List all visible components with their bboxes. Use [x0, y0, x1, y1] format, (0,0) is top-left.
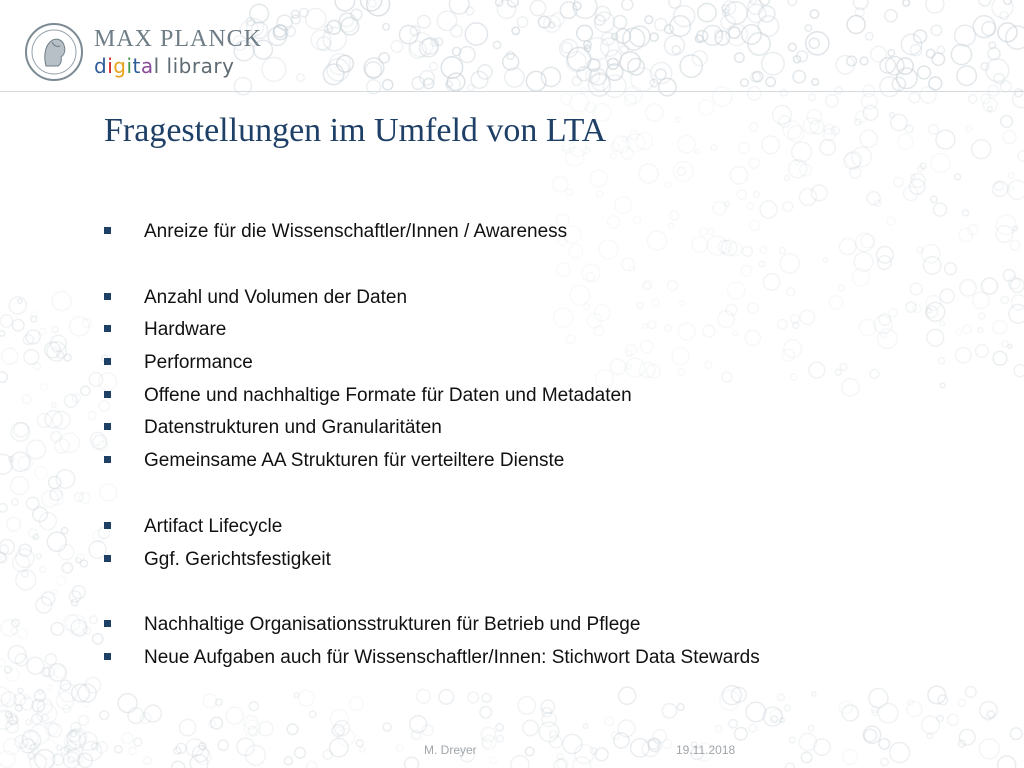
background-bubble [958, 699, 965, 706]
background-bubble [468, 692, 479, 703]
background-bubble [542, 712, 556, 726]
bullet-item [104, 218, 984, 251]
background-bubble [662, 704, 676, 718]
logo-subtitle-part: g [113, 54, 127, 78]
background-bubble [1018, 151, 1024, 162]
background-bubble [610, 153, 616, 159]
bullet-item [104, 513, 984, 546]
background-bubble [60, 680, 70, 690]
square-bullet-icon [104, 522, 111, 529]
background-bubble [100, 711, 109, 720]
background-bubble [14, 423, 28, 437]
background-bubble [762, 136, 780, 154]
background-bubble [179, 719, 195, 735]
background-bubble [541, 700, 554, 713]
background-bubble [778, 694, 785, 701]
bullet-text: Ggf. Gerichtsfestigkeit [144, 548, 331, 570]
background-bubble [85, 677, 101, 693]
background-bubble [904, 186, 918, 200]
background-bubble [739, 143, 750, 154]
bullet-text: Neue Aufgaben auch für Wissenschaftler/Innen: Stichwort Data Stewards [144, 646, 760, 668]
bullet-text: Offene und nachhaltige Formate für Daten und Metadaten [144, 384, 632, 406]
background-bubble [737, 190, 746, 199]
bullet-item [104, 316, 984, 349]
background-bubble [760, 201, 777, 218]
background-bubble [52, 327, 58, 333]
background-bubble [0, 659, 5, 666]
background-bubble [80, 493, 91, 504]
background-bubble [80, 560, 87, 567]
background-bubble [826, 95, 838, 107]
background-bubble [51, 623, 64, 636]
background-bubble [590, 170, 607, 187]
background-bubble [18, 299, 22, 303]
background-bubble [933, 203, 946, 216]
background-bubble [969, 95, 977, 103]
square-bullet-icon [104, 620, 111, 627]
background-bubble [565, 148, 584, 167]
background-bubble [898, 134, 913, 149]
background-bubble [118, 694, 137, 713]
background-bubble [226, 707, 243, 724]
bullet-text: Performance [144, 352, 253, 374]
header-bar [0, 0, 1024, 92]
background-bubble [1002, 341, 1008, 347]
background-bubble [729, 720, 737, 728]
background-bubble [735, 727, 748, 740]
bullet-item [104, 414, 984, 447]
background-bubble [995, 182, 1003, 190]
background-bubble [65, 394, 78, 407]
background-bubble [350, 697, 364, 711]
background-bubble [22, 395, 31, 404]
background-bubble [948, 714, 959, 725]
logo-subtitle-part: d [94, 54, 108, 78]
background-bubble [699, 100, 714, 115]
background-bubble [749, 123, 757, 131]
background-bubble [287, 724, 298, 735]
bullet-spacer [104, 578, 984, 611]
background-bubble [22, 571, 28, 577]
background-bubble [55, 439, 69, 453]
background-bubble [0, 331, 5, 336]
background-bubble [678, 135, 696, 153]
background-bubble [963, 210, 969, 216]
square-bullet-icon [104, 423, 111, 430]
background-bubble [553, 177, 568, 192]
slide-title: Fragestellungen im Umfeld von LTA [104, 112, 607, 149]
background-bubble [809, 94, 815, 100]
background-bubble [605, 717, 614, 726]
background-bubble [966, 126, 972, 132]
background-bubble [784, 705, 790, 711]
bullet-item [104, 382, 984, 415]
background-bubble [937, 715, 943, 721]
footer-date: 19.11.2018 [676, 743, 736, 757]
header-divider [0, 91, 1024, 92]
background-bubble [1003, 130, 1016, 143]
background-bubble [439, 690, 454, 705]
background-bubble [47, 532, 66, 551]
background-bubble [417, 689, 431, 703]
background-bubble [518, 697, 535, 714]
background-bubble [1008, 180, 1024, 199]
background-bubble [56, 576, 65, 585]
bullet-item [104, 546, 984, 579]
background-bubble [27, 440, 46, 459]
background-bubble [16, 570, 36, 590]
bullet-list [104, 218, 984, 677]
bullet-text: Anzahl und Volumen der Daten [144, 286, 408, 308]
square-bullet-icon [104, 653, 111, 660]
background-bubble [482, 693, 491, 702]
bullet-item [104, 284, 984, 317]
bullet-item [104, 644, 984, 677]
background-bubble [48, 685, 53, 690]
background-bubble [566, 189, 572, 195]
background-bubble [753, 191, 759, 197]
bullet-spacer [104, 251, 984, 284]
background-bubble [749, 158, 759, 168]
background-bubble [24, 350, 39, 365]
background-bubble [665, 182, 671, 188]
background-bubble [1001, 296, 1008, 303]
background-bubble [35, 466, 47, 478]
background-bubble [820, 140, 835, 155]
background-bubble [309, 711, 316, 718]
logo-wordmark: MAX PLANCK [94, 26, 263, 52]
background-bubble [18, 629, 27, 638]
background-bubble [1009, 305, 1024, 324]
background-bubble [862, 93, 878, 109]
background-bubble [6, 669, 19, 682]
background-bubble [62, 563, 72, 573]
background-bubble [60, 433, 79, 452]
background-bubble [812, 692, 816, 696]
background-bubble [49, 476, 61, 488]
background-bubble [867, 192, 880, 205]
bullet-text: Datenstrukturen und Granularitäten [144, 417, 442, 439]
background-bubble [52, 403, 56, 407]
background-bubble [808, 725, 813, 730]
background-bubble [249, 702, 258, 711]
background-bubble [695, 150, 699, 154]
background-bubble [64, 354, 71, 361]
background-bubble [90, 616, 98, 624]
background-bubble [907, 702, 922, 717]
background-bubble [54, 666, 65, 677]
background-bubble [725, 202, 730, 207]
background-bubble [773, 106, 792, 125]
background-bubble [40, 567, 46, 573]
logo-subtitle-part: l [153, 54, 160, 78]
background-bubble [36, 554, 41, 559]
max-planck-seal-icon [24, 22, 84, 82]
background-bubble [0, 372, 7, 382]
background-bubble [845, 151, 862, 168]
background-bubble [730, 167, 747, 184]
square-bullet-icon [104, 227, 111, 234]
background-bubble [583, 724, 587, 728]
bullet-item [104, 349, 984, 382]
background-bubble [878, 703, 898, 723]
background-bubble [596, 191, 602, 197]
background-bubble [677, 167, 685, 175]
bullet-text: Gemeinsame AA Strukturen für verteiltere Dienste [144, 450, 565, 472]
background-bubble [0, 315, 12, 327]
background-bubble [1009, 186, 1014, 191]
background-bubble [746, 702, 766, 722]
background-bubble [993, 320, 1007, 334]
logo-subtitle-part: a [140, 54, 154, 78]
background-bubble [955, 174, 961, 180]
bullet-spacer [104, 480, 984, 513]
background-bubble [89, 373, 103, 387]
background-bubble [59, 545, 74, 560]
square-bullet-icon [104, 325, 111, 332]
background-bubble [203, 694, 217, 708]
background-bubble [1011, 295, 1024, 310]
background-bubble [621, 147, 633, 159]
background-bubble [993, 351, 1007, 365]
logo-subtitle-part: i [126, 54, 133, 78]
background-bubble [298, 690, 314, 706]
background-bubble [61, 527, 67, 533]
background-bubble [81, 386, 90, 395]
background-bubble [12, 319, 24, 331]
background-bubble [860, 130, 877, 147]
bullet-item [104, 447, 984, 480]
background-bubble [480, 707, 492, 719]
background-bubble [675, 117, 680, 122]
background-bubble [88, 412, 96, 420]
background-bubble [646, 104, 663, 121]
bullet-text: Anreize für die Wissenschaftler/Innen / Awareness [144, 221, 568, 242]
square-bullet-icon [104, 293, 111, 300]
background-bubble [1008, 173, 1014, 179]
background-bubble [711, 144, 717, 150]
background-bubble [972, 140, 991, 159]
logo-subtitle-part: library [159, 54, 235, 78]
logo-subtitle [94, 54, 234, 78]
bullet-text: Hardware [144, 319, 227, 341]
background-bubble [807, 110, 821, 124]
background-bubble [639, 164, 658, 183]
background-bubble [294, 693, 299, 698]
background-bubble [26, 720, 31, 725]
background-bubble [615, 197, 632, 214]
background-bubble [785, 763, 794, 768]
background-bubble [41, 384, 47, 390]
logo-subtitle-part: t [132, 54, 141, 78]
background-bubble [929, 125, 939, 135]
background-bubble [811, 185, 827, 201]
background-bubble [619, 687, 636, 704]
background-bubble [909, 92, 919, 102]
background-bubble [39, 329, 45, 335]
background-bubble [890, 112, 895, 117]
square-bullet-icon [104, 391, 111, 398]
background-bubble [673, 161, 693, 181]
background-bubble [783, 202, 793, 212]
background-bubble [42, 715, 48, 721]
background-bubble [1014, 365, 1024, 377]
background-bubble [16, 549, 34, 567]
footer-author: M. Dreyer [424, 743, 477, 757]
background-bubble [7, 517, 21, 531]
background-bubble [1010, 728, 1022, 740]
bullet-text: Artifact Lifecycle [144, 515, 283, 537]
background-bubble [11, 477, 29, 495]
background-bubble [1001, 116, 1013, 128]
background-bubble [988, 107, 992, 111]
bullet-item [104, 611, 984, 644]
background-bubble [496, 724, 504, 732]
background-bubble [677, 704, 684, 711]
logo-subtitle-part: i [107, 54, 114, 78]
background-bubble [307, 761, 317, 768]
background-bubble [52, 292, 71, 311]
background-bubble [869, 689, 888, 708]
background-bubble [792, 142, 812, 162]
background-bubble [784, 176, 789, 181]
background-bubble [800, 189, 817, 206]
slide-footer [0, 740, 1024, 760]
background-bubble [931, 153, 950, 172]
background-bubble [1010, 279, 1024, 293]
background-bubble [570, 93, 589, 112]
background-bubble [0, 545, 8, 554]
background-bubble [965, 686, 976, 697]
background-bubble [13, 554, 30, 571]
background-bubble [12, 499, 18, 505]
background-bubble [894, 177, 904, 187]
background-bubble [1010, 240, 1020, 250]
background-bubble [31, 316, 37, 322]
bullet-text: Nachhaltige Organisationsstrukturen für Betrieb und Pflege [144, 614, 641, 636]
background-bubble [18, 688, 23, 693]
square-bullet-icon [104, 456, 111, 463]
background-bubble [794, 160, 799, 165]
background-bubble [171, 761, 184, 768]
background-bubble [905, 125, 913, 133]
background-bubble [840, 701, 853, 714]
background-bubble [383, 723, 391, 731]
square-bullet-icon [104, 358, 111, 365]
background-bubble [715, 726, 721, 732]
background-bubble [747, 203, 754, 210]
background-bubble [749, 724, 757, 732]
background-bubble [523, 720, 538, 735]
background-bubble [2, 348, 18, 364]
background-bubble [0, 504, 7, 513]
background-bubble [554, 759, 566, 768]
background-bubble [930, 196, 937, 203]
background-bubble [79, 715, 89, 725]
background-bubble [93, 634, 103, 644]
square-bullet-icon [104, 555, 111, 562]
background-bubble [936, 130, 955, 149]
